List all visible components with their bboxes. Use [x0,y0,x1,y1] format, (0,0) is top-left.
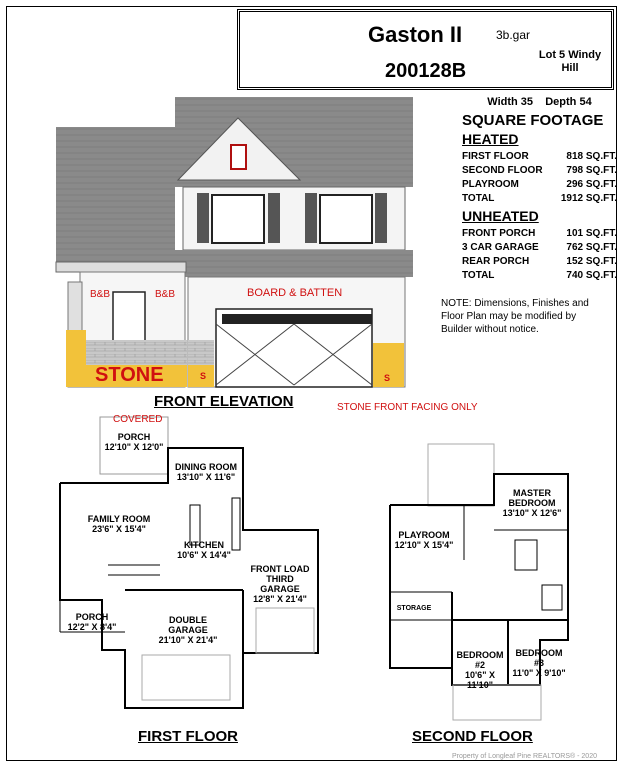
stone-base [86,340,187,366]
front-elevation-caption: FRONT ELEVATION [154,393,294,410]
kitchen-counter [232,498,240,550]
width-depth: Width 35 Depth 54 [487,96,592,108]
master-bath [515,540,537,570]
room-porch-rear: PORCH 12'10" X 12'0" [104,432,164,452]
unheated-row: TOTAL 740 SQ.FT. [462,270,617,281]
board-batten-label: BOARD & BATTEN [247,287,343,299]
unheated-heading: UNHEATED [462,208,539,224]
room-master-bedroom: MASTER BEDROOM 13'10" X 12'6" [502,488,562,518]
first-floor-caption: FIRST FLOOR [138,728,238,745]
sqft-heading: SQUARE FOOTAGE [462,112,604,129]
room-front-porch: PORCH 12'2" X 8'4" [67,612,117,632]
unheated-row: REAR PORCH 152 SQ.FT. [462,256,617,267]
room-bedroom-2: BEDROOM #2 10'6" X 11'10" [456,650,504,690]
rear-porch [453,685,541,720]
upper-window-right [320,195,372,243]
watermark: Property of Longleaf Pine REALTORS® - 2020 [452,753,597,760]
room-double-garage: DOUBLE GARAGE 21'10" X 21'4" [158,615,218,645]
bb-label: B&B [90,289,111,300]
disclaimer-note: NOTE: Dimensions, Finishes and Floor Plan may be modified by Builder without notice. [441,298,589,335]
porch-beam [56,262,186,272]
stone-label: STONE [95,364,164,386]
porch-roof [175,250,413,277]
gable-vent [231,145,246,169]
shutter [268,193,280,243]
open-below [428,444,494,506]
garage-slab [142,655,230,700]
lot-label: Lot 5 Windy Hill [538,49,602,74]
first-floor-plan [60,417,318,708]
kitchen-island [190,505,200,545]
room-family: FAMILY ROOM 23'6" X 15'4" [87,514,151,534]
second-floor-caption: SECOND FLOOR [412,728,533,745]
room-playroom: PLAYROOM 12'10" X 15'4" [394,530,454,550]
stone-s-label: S [384,373,391,383]
shutter [305,193,317,243]
room-third-garage: FRONT LOAD THIRD GARAGE 12'8" X 21'4" [250,564,310,604]
upper-window-left [212,195,264,243]
heated-row: SECOND FLOOR 798 SQ.FT. [462,165,617,176]
room-bedroom-3: BEDROOM #3 11'0" X 9'10" [512,648,566,678]
heated-row: PLAYROOM 296 SQ.FT. [462,179,617,190]
bb-label: B&B [155,289,176,300]
heated-heading: HEATED [462,131,519,147]
plan-suffix: 3b.gar [496,28,531,42]
shutter [375,193,387,243]
shutter [197,193,209,243]
room-dining: DINING ROOM 13'10" X 11'6" [175,462,237,482]
unheated-row: 3 CAR GARAGE 762 SQ.FT. [462,242,617,253]
garage-windows [222,314,372,324]
master-closet [542,585,562,610]
plan-name: Gaston II [368,22,463,47]
stone-front-note: STONE FRONT FACING ONLY [337,402,478,413]
unheated-row: FRONT PORCH 101 SQ.FT. [462,228,617,239]
stone-column [66,330,86,387]
plan-code: 200128B [385,60,467,82]
third-garage-slab [256,608,314,653]
room-storage: STORAGE [396,605,432,612]
room-kitchen: KITCHEN 10'6" X 14'4" [177,540,231,560]
heated-row: TOTAL 1912 SQ.FT. [462,193,617,204]
house-elevation [56,97,413,387]
heated-row: FIRST FLOOR 818 SQ.FT. [462,151,617,162]
left-roof [56,127,175,262]
stone-s-label: S [200,371,207,381]
covered-label: COVERED [113,414,163,425]
